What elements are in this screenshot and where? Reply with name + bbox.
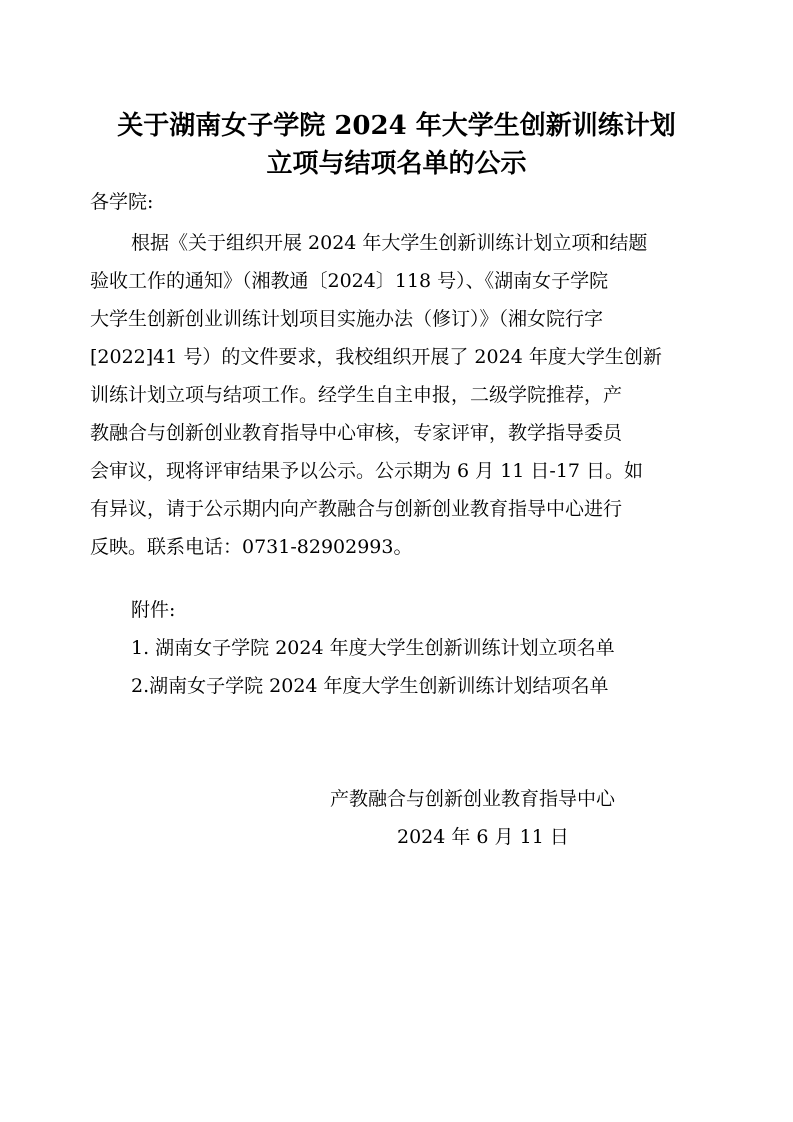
attachments-label: 附件: [131, 599, 176, 621]
attachment-item: 2.湖南女子学院 2024 年度大学生创新训练计划结项名单 [131, 675, 609, 697]
attachment-item: 1. 湖南女子学院 2024 年度大学生创新训练计划立项名单 [131, 637, 615, 659]
body-paragraph-line: 会审议，现将评审结果予以公示。公示期为 6 月 11 日-17 日。如 [90, 460, 644, 482]
body-paragraph-line: 大学生创新创业训练计划项目实施办法（修订）》（湘女院行字 [90, 308, 604, 330]
body-paragraph-line: 根据《关于组织开展 2024 年大学生创新训练计划立项和结题 [131, 232, 648, 254]
document-title-line-2: 立项与结项名单的公示 [266, 149, 527, 179]
body-paragraph-line: 验收工作的通知》（湘教通〔2024〕118 号）、《湖南女子学院 [90, 270, 609, 292]
document-title-line-1: 关于湖南女子学院 2024 年大学生创新训练计划 [117, 111, 676, 141]
body-paragraph-line: [2022]41 号）的文件要求，我校组织开展了 2024 年度大学生创新 [90, 346, 662, 368]
signature-date: 2024 年 6 月 11 日 [397, 826, 569, 848]
body-paragraph-line: 训练计划立项与结项工作。经学生自主申报，二级学院推荐，产 [90, 384, 623, 406]
body-paragraph-line: 有异议，请于公示期内向产教融合与创新创业教育指导中心进行 [90, 498, 623, 520]
body-paragraph-line: 教融合与创新创业教育指导中心审核，专家评审，教学指导委员 [90, 422, 623, 444]
salutation: 各学院: [90, 191, 154, 213]
body-paragraph-line: 反映。联系电话：0731-82902993。 [90, 536, 413, 558]
signature-organization: 产教融合与创新创业教育指导中心 [330, 788, 616, 810]
